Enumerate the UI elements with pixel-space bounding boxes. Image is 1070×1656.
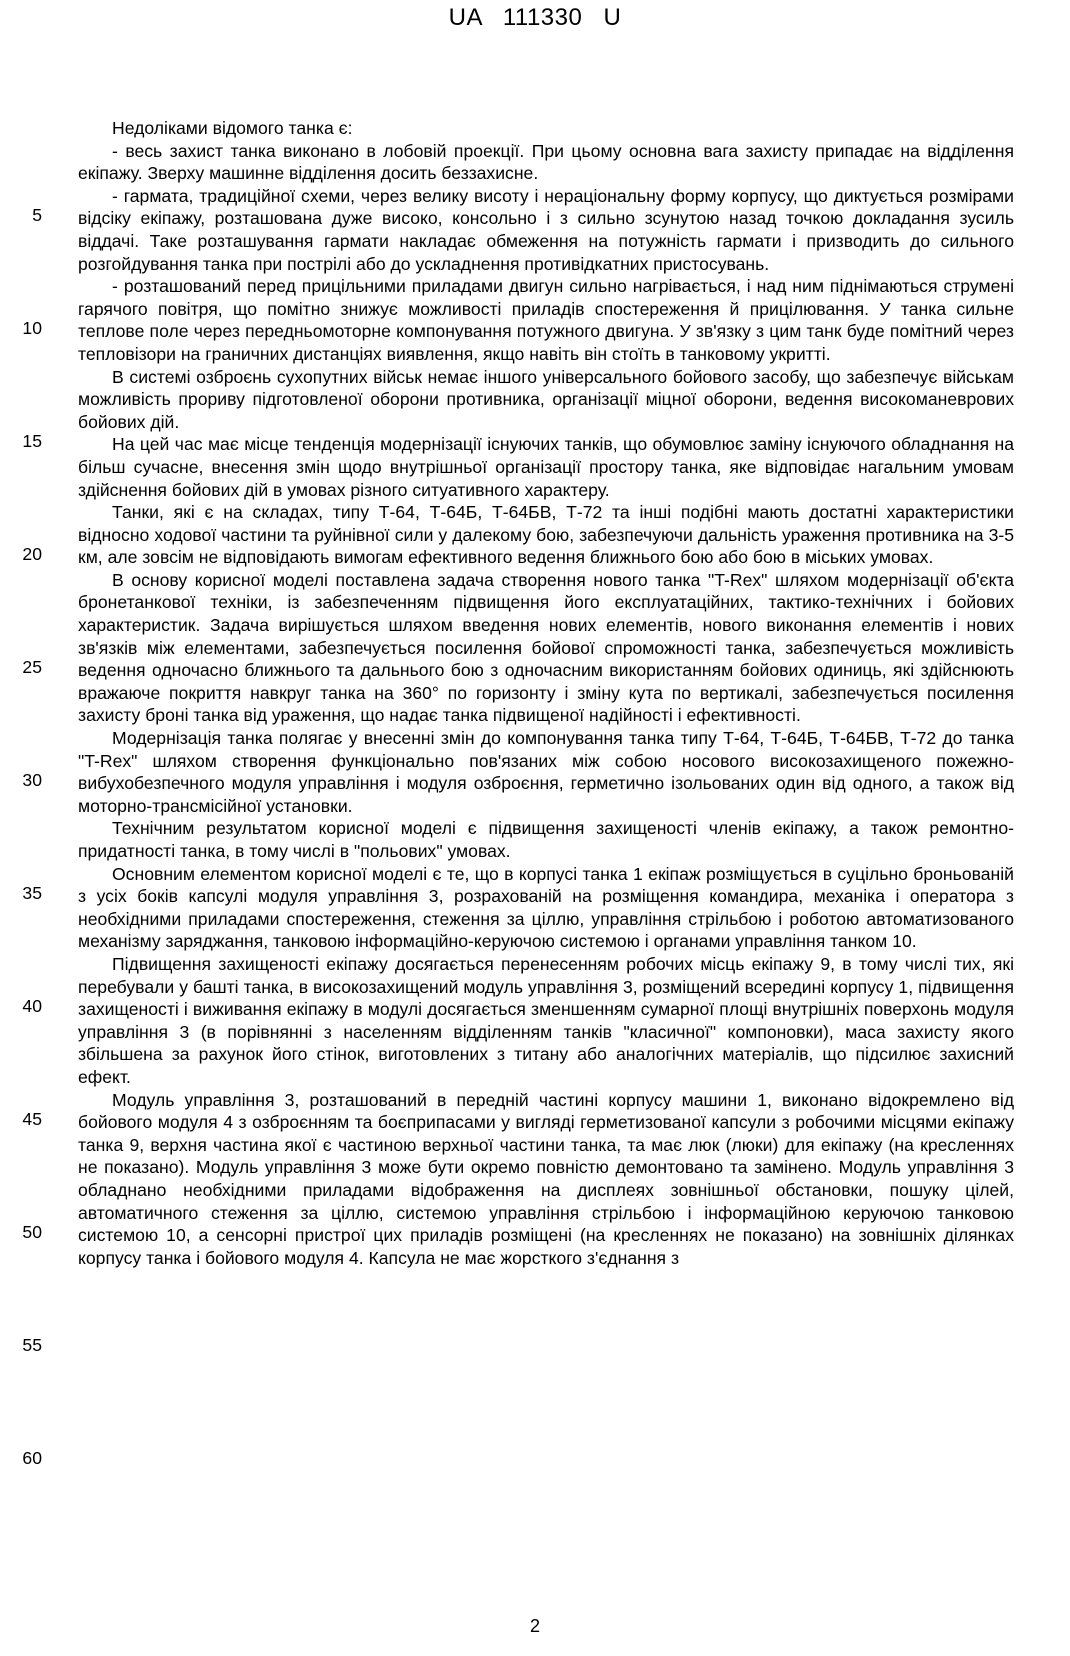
paragraph: Основним елементом корисної моделі є те, що в корпусі танка 1 екіпаж розміщується в суцільно броньованій з усіх боків капсулі модуля управління 3, розрахованій на розміщення командира, механіка і оператора з необхідними приладами спостереження, стеження за ціллю, управління стрільбою і роботою автоматизованого механізму заряджання, танковою інформаційно-керуючою системою і органами управління танком 10. (78, 863, 1014, 952)
line-number-column (0, 0, 60, 1656)
paragraph: - весь захист танка виконано в лобовій проекції. При цьому основна вага захисту припадає на відділення екіпажу. Зверху машинне відділення досить беззахисне. (78, 140, 1014, 184)
line-number: 5 (32, 205, 42, 225)
paragraph: Танки, які є на складах, типу Т-64, Т-64Б, Т-64БВ, Т-72 та інші подібні мають достатні характеристики відносно ходової частини та руйнівної сили у далекому бою, забезпечуючи дальність ураження противника на 3-5 км, але зовсім не відповідають вимогам ефективного ведення ближнього бою або бою в міських умовах. (78, 502, 1014, 568)
line-number: 40 (22, 996, 42, 1016)
paragraph: - гармата, традиційної схеми, через велику висоту і нераціональну форму корпусу, що диктується розмірами відсіку екіпажу, розташована дуже високо, консольно і з сильно зсунутою назад точкою докладання зусиль віддачі. Таке розташування гармати накладає обмеження на потужність гармати і призводить до сильного розгойдування танка при пострілі або до ускладнення противідкатних пристосувань. (78, 185, 1014, 274)
line-number: 45 (22, 1109, 42, 1129)
line-number: 10 (22, 318, 42, 338)
line-number: 25 (22, 657, 42, 677)
paragraph: Модернізація танка полягає у внесенні змін до компонування танка типу Т-64, Т-64Б, Т-64БВ, Т-72 до танка "T-Rex" шляхом створення функціонально пов'язаних між собою носового високозахищеного пожежно-вибухобезпечного модуля управління і модуля озброєння, герметично ізольованих один від одного, а також від моторно-трансмісійної установки. (78, 728, 1014, 816)
page-number: 2 (529, 1616, 540, 1636)
paragraph: Недоліками відомого танка є: (112, 118, 353, 138)
paragraph: В основу корисної моделі поставлена задача створення нового танка "T-Rex" шляхом модернізації об'єкта бронетанкової техніки, із забезпеченням підвищення його експлуатаційних, тактико-технічних і бойових характеристик. Задача вирішується шляхом введення нових елементів, нового виконання елементів і нових зв'язків між елементами, забезпечується посилення бойової спроможності танка, забезпечується можливість ведення одночасно ближнього та дальнього бою з одночасним використанням бойових одиниць, які здійснюють вражаюче покриття навкруг танка на 360° по горизонту і зміну кута по вертикалі, забезпечується посилення захисту броні танка від ураження, що надає танка підвищеної надійності і ефективності. (78, 569, 1014, 726)
paragraph: Підвищення захищеності екіпажу досягається перенесенням робочих місць екіпажу 9, в тому числі тих, які перебували у башті танка, в високозахищений модуль управління 3, розміщений всередині корпусу 1, підвищення захищеності і виживання екіпажу в модулі досягається зменшенням сумарної площі внутрішніх поверхонь модуля управління 3 (в порівнянні з населенням відділенням танків "класичної" компоновки), маса захисту якого збільшена за рахунок його стінок, виготовлених з титану або аналогічних матеріалів, що підсилює захисний ефект. (78, 953, 1014, 1087)
line-number: 35 (22, 883, 42, 903)
paragraph: На цей час має місце тенденція модернізації існуючих танків, що обумовлює заміну існуючого обладнання на більш сучасне, внесення змін щодо внутрішньої організації простору танка, яке відповідає нагальним умовам здійснення бойових дій в умовах різного ситуативного характеру. (78, 434, 1014, 500)
paragraph: Технічним результатом корисної моделі є підвищення захищеності членів екіпажу, а також ремонтно-придатності танка, в тому числі в "польових" умовах. (78, 818, 1014, 861)
document-header: UA 111330 U (448, 4, 622, 31)
line-number: 55 (22, 1335, 42, 1355)
line-number: 20 (22, 544, 42, 564)
line-number: 15 (22, 431, 42, 451)
document-body (78, 117, 1014, 1269)
paragraph: - розташований перед прицільними приладами двигун сильно нагрівається, і над ним піднімаються струмені гарячого повітря, що помітно знижує можливості приладів спостереження й прицілювання. У танка сильне теплове поле через передньомоторне компонування потужного двигуна. У зв'язку з цим танк буде помітний через тепловізори на граничних дистанціях виявлення, якщо навіть він стоїть в танковому укритті. (78, 276, 1014, 364)
line-number: 60 (22, 1448, 42, 1468)
line-number: 50 (22, 1222, 42, 1242)
paragraph: Модуль управління 3, розташований в передній частині корпусу машини 1, виконано відокремлено від бойового модуля 4 з озброєнням та боєприпасами у вигляді герметизованої капсули з робочими місцями екіпажу танка 9, верхня частина якої є частиною верхньої частини танка, та має люк (люки) для екіпажу (на кресленнях не показано). Модуль управління 3 може бути окремо повністю демонтовано та замінено. Модуль управління 3 обладнано необхідними приладами відображення на дисплеях зовнішньої обстановки, пошуку цілей, автоматичного стеження за ціллю, системою управління стрільбою і інформаційною керуючою танковою системою 10, а сенсорні пристрої цих приладів розміщені (на кресленнях не показано) на зовнішніх ділянках корпусу танка і бойового модуля 4. Капсула не має жорсткого з'єднання з (78, 1089, 1014, 1268)
line-number: 30 (22, 770, 42, 790)
paragraph: В системі озброєнь сухопутних військ немає іншого універсального бойового засобу, що забезпечує військам можливість прориву підготовленої оборони противника, організації міцної оборони, ведення високоманеврових бойових дій. (78, 366, 1014, 432)
